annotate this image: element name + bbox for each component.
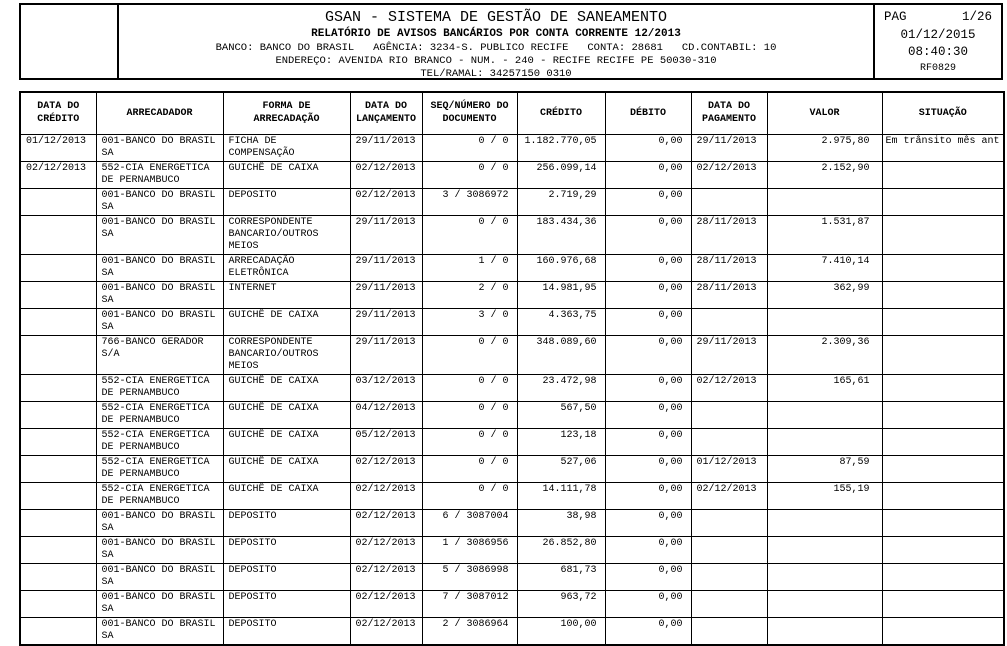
table-cell	[691, 509, 767, 536]
table-cell: 160.976,68	[517, 254, 605, 281]
table-cell	[767, 617, 882, 645]
table-cell: 0 / 0	[422, 428, 517, 455]
table-cell: 963,72	[517, 590, 605, 617]
column-header: DATA DO LANÇAMENTO	[350, 92, 422, 134]
table-cell: 001-BANCO DO BRASIL SA	[96, 188, 223, 215]
table-cell	[882, 536, 1004, 563]
table-cell: 3 / 3086972	[422, 188, 517, 215]
table-cell: 0,00	[605, 161, 691, 188]
table-cell: GUICHÊ DE CAIXA	[223, 161, 350, 188]
table-cell: 0,00	[605, 254, 691, 281]
table-cell: GUICHÊ DE CAIXA	[223, 374, 350, 401]
table-head	[20, 92, 1004, 134]
table-cell: 6 / 3087004	[422, 509, 517, 536]
table-cell: 0 / 0	[422, 134, 517, 161]
table-cell: 01/12/2013	[20, 134, 96, 161]
table-cell	[767, 536, 882, 563]
table-cell: 02/12/2013	[350, 455, 422, 482]
table-cell: 14.111,78	[517, 482, 605, 509]
table-row	[20, 281, 1004, 308]
table-cell: 5 / 3086998	[422, 563, 517, 590]
table-cell: GUICHÊ DE CAIXA	[223, 401, 350, 428]
table-cell	[882, 215, 1004, 254]
table-cell: FICHA DE COMPENSAÇÃO	[223, 134, 350, 161]
table-cell: 2.975,80	[767, 134, 882, 161]
table-cell: DEPOSITO	[223, 617, 350, 645]
table-cell: 001-BANCO DO BRASIL SA	[96, 281, 223, 308]
report-code: RF0829	[919, 62, 956, 74]
table-cell: 26.852,80	[517, 536, 605, 563]
report-date: 01/12/2015	[900, 27, 976, 42]
table-cell	[882, 563, 1004, 590]
table-cell	[882, 188, 1004, 215]
table-cell	[20, 455, 96, 482]
table-cell: 23.472,98	[517, 374, 605, 401]
table-cell: 0,00	[605, 536, 691, 563]
table-cell: 0,00	[605, 134, 691, 161]
table-cell: 0,00	[605, 401, 691, 428]
table-cell	[882, 401, 1004, 428]
table-cell: 001-BANCO DO BRASIL SA	[96, 536, 223, 563]
table-cell: CORRESPONDENTE BANCARIO/OUTROS MEIOS	[223, 215, 350, 254]
table-cell: 14.981,95	[517, 281, 605, 308]
table-cell	[691, 308, 767, 335]
table-cell	[882, 308, 1004, 335]
table-cell	[882, 374, 1004, 401]
column-header: VALOR	[767, 92, 882, 134]
table-cell	[20, 617, 96, 645]
table-cell: 0,00	[605, 374, 691, 401]
table-cell: 766-BANCO GERADOR S/A	[96, 335, 223, 374]
table-row	[20, 188, 1004, 215]
table-cell: 29/11/2013	[350, 281, 422, 308]
table-row	[20, 134, 1004, 161]
table-cell: 552-CIA ENERGETICA DE PERNAMBUCO	[96, 161, 223, 188]
table-row	[20, 374, 1004, 401]
table-cell: 0,00	[605, 509, 691, 536]
table-row	[20, 308, 1004, 335]
table-cell: 29/11/2013	[691, 335, 767, 374]
table-cell: 527,06	[517, 455, 605, 482]
table-cell: GUICHÊ DE CAIXA	[223, 428, 350, 455]
table-cell: 02/12/2013	[350, 482, 422, 509]
table-cell: 123,18	[517, 428, 605, 455]
table-cell: 552-CIA ENERGETICA DE PERNAMBUCO	[96, 374, 223, 401]
table-row	[20, 482, 1004, 509]
report-header	[19, 3, 1003, 80]
table-cell: 2.309,36	[767, 335, 882, 374]
table-cell	[20, 188, 96, 215]
table-cell: 2.719,29	[517, 188, 605, 215]
table-cell: 0,00	[605, 617, 691, 645]
table-cell: 001-BANCO DO BRASIL SA	[96, 134, 223, 161]
page-number: 1/26	[961, 10, 992, 24]
logo-area	[21, 5, 119, 78]
table-cell	[20, 308, 96, 335]
table-row	[20, 215, 1004, 254]
table-cell: INTERNET	[223, 281, 350, 308]
table-cell: 0,00	[605, 281, 691, 308]
table-cell: 29/11/2013	[691, 134, 767, 161]
table-cell: 29/11/2013	[350, 134, 422, 161]
table-cell	[691, 401, 767, 428]
table-cell: 0 / 0	[422, 215, 517, 254]
table-cell: 02/12/2013	[350, 536, 422, 563]
table-cell: DEPOSITO	[223, 563, 350, 590]
table-cell: 02/12/2013	[691, 161, 767, 188]
table-cell	[20, 401, 96, 428]
page-label: PAG	[884, 10, 907, 24]
table-row	[20, 428, 1004, 455]
table-cell	[20, 281, 96, 308]
page-info-box	[873, 5, 1001, 78]
table-row	[20, 455, 1004, 482]
table-cell	[20, 536, 96, 563]
bank-notices-table	[19, 91, 1005, 646]
table-cell	[20, 563, 96, 590]
table-cell: 2.152,90	[767, 161, 882, 188]
table-cell: 0,00	[605, 215, 691, 254]
table-body	[20, 134, 1004, 645]
table-cell: 7.410,14	[767, 254, 882, 281]
table-cell	[767, 401, 882, 428]
table-cell: 552-CIA ENERGETICA DE PERNAMBUCO	[96, 482, 223, 509]
table-cell: 001-BANCO DO BRASIL SA	[96, 590, 223, 617]
table-cell: 0 / 0	[422, 482, 517, 509]
table-cell: 256.099,14	[517, 161, 605, 188]
table-cell: 552-CIA ENERGETICA DE PERNAMBUCO	[96, 401, 223, 428]
phone-line: TEL/RAMAL: 34257150 0310	[420, 68, 572, 78]
table-cell: 02/12/2013	[691, 374, 767, 401]
table-cell	[882, 161, 1004, 188]
table-cell: 552-CIA ENERGETICA DE PERNAMBUCO	[96, 455, 223, 482]
table-cell	[20, 509, 96, 536]
table-cell	[882, 254, 1004, 281]
column-header: SEQ/NÚMERO DO DOCUMENTO	[422, 92, 517, 134]
table-cell: 0 / 0	[422, 374, 517, 401]
table-cell	[20, 428, 96, 455]
table-cell: Em trânsito mês ant	[882, 134, 1004, 161]
table-cell: 0 / 0	[422, 401, 517, 428]
column-header: FORMA DE ARRECADAÇÃO	[223, 92, 350, 134]
table-cell: 02/12/2013	[350, 563, 422, 590]
table-cell	[20, 254, 96, 281]
table-row	[20, 563, 1004, 590]
table-cell: 3 / 0	[422, 308, 517, 335]
table-cell: CORRESPONDENTE BANCARIO/OUTROS MEIOS	[223, 335, 350, 374]
table-cell: 03/12/2013	[350, 374, 422, 401]
table-cell: GUICHÊ DE CAIXA	[223, 308, 350, 335]
table-cell: 02/12/2013	[691, 482, 767, 509]
table-cell	[20, 215, 96, 254]
table-cell: DEPOSITO	[223, 590, 350, 617]
table-cell: 0,00	[605, 455, 691, 482]
table-cell	[20, 335, 96, 374]
table-cell	[20, 374, 96, 401]
table-cell	[882, 455, 1004, 482]
report-title-block	[119, 5, 873, 78]
table-cell: 02/12/2013	[350, 161, 422, 188]
table-cell: 01/12/2013	[691, 455, 767, 482]
table-cell: 1.182.770,05	[517, 134, 605, 161]
table-cell	[691, 563, 767, 590]
table-cell: 1 / 0	[422, 254, 517, 281]
table-cell: 001-BANCO DO BRASIL SA	[96, 563, 223, 590]
table-cell: GUICHÊ DE CAIXA	[223, 482, 350, 509]
table-cell	[767, 509, 882, 536]
table-cell	[882, 281, 1004, 308]
table-cell: 1.531,87	[767, 215, 882, 254]
table-cell: 87,59	[767, 455, 882, 482]
table-cell	[882, 617, 1004, 645]
table-cell: 4.363,75	[517, 308, 605, 335]
table-cell: 155,19	[767, 482, 882, 509]
address-line: ENDEREÇO: AVENIDA RIO BRANCO - NUM. - 240 - RECIFE RECIFE PE 50030-310	[275, 55, 717, 67]
column-header: CRÉDITO	[517, 92, 605, 134]
column-header: DATA DO PAGAMENTO	[691, 92, 767, 134]
table-cell	[882, 335, 1004, 374]
table-cell	[691, 428, 767, 455]
report-time: 08:40:30	[907, 45, 968, 60]
table-cell: 681,73	[517, 563, 605, 590]
header-row	[20, 92, 1004, 134]
table-cell: 362,99	[767, 281, 882, 308]
table-cell	[767, 428, 882, 455]
table-cell: 0 / 0	[422, 161, 517, 188]
report-subtitle: RELATÓRIO DE AVISOS BANCÁRIOS POR CONTA CORRENTE 12/2013	[311, 28, 681, 40]
table-cell: DEPOSITO	[223, 188, 350, 215]
column-header: DÉBITO	[605, 92, 691, 134]
table-cell: 28/11/2013	[691, 281, 767, 308]
table-cell: DEPOSITO	[223, 536, 350, 563]
column-header: SITUAÇÃO	[882, 92, 1004, 134]
table-cell: 0,00	[605, 308, 691, 335]
report-title: GSAN - SISTEMA DE GESTÃO DE SANEAMENTO	[324, 9, 668, 26]
table-cell: 2 / 3086964	[422, 617, 517, 645]
table-cell: 0,00	[605, 482, 691, 509]
table-cell: 001-BANCO DO BRASIL SA	[96, 215, 223, 254]
table-cell	[882, 428, 1004, 455]
table-cell	[691, 188, 767, 215]
table-cell: 0,00	[605, 428, 691, 455]
table-row	[20, 536, 1004, 563]
table-cell: 2 / 0	[422, 281, 517, 308]
table-cell: 001-BANCO DO BRASIL SA	[96, 509, 223, 536]
table-cell: 100,00	[517, 617, 605, 645]
table-cell: 0,00	[605, 335, 691, 374]
table-cell: 0 / 0	[422, 335, 517, 374]
table-cell: 02/12/2013	[350, 509, 422, 536]
table-cell: 05/12/2013	[350, 428, 422, 455]
table-cell: 165,61	[767, 374, 882, 401]
table-cell	[20, 482, 96, 509]
table-cell	[767, 308, 882, 335]
table-cell: 567,50	[517, 401, 605, 428]
table-cell: 04/12/2013	[350, 401, 422, 428]
table-cell: 38,98	[517, 509, 605, 536]
table-cell: 02/12/2013	[350, 590, 422, 617]
table-cell: 29/11/2013	[350, 254, 422, 281]
table-row	[20, 335, 1004, 374]
table-cell: 001-BANCO DO BRASIL SA	[96, 254, 223, 281]
table-row	[20, 401, 1004, 428]
table-cell: 29/11/2013	[350, 215, 422, 254]
table-cell: 0,00	[605, 188, 691, 215]
table-cell: 02/12/2013	[350, 188, 422, 215]
table-cell	[691, 617, 767, 645]
table-cell	[882, 509, 1004, 536]
table-cell: 0,00	[605, 563, 691, 590]
column-header: ARRECADADOR	[96, 92, 223, 134]
table-cell: ARRECADAÇÃO ELETRÔNICA	[223, 254, 350, 281]
table-cell: 28/11/2013	[691, 215, 767, 254]
table-cell: 0,00	[605, 590, 691, 617]
table-cell: 001-BANCO DO BRASIL SA	[96, 308, 223, 335]
table-cell: 1 / 3086956	[422, 536, 517, 563]
table-cell	[767, 563, 882, 590]
table-cell: DEPOSITO	[223, 509, 350, 536]
table-cell: 0 / 0	[422, 455, 517, 482]
table-cell: 29/11/2013	[350, 335, 422, 374]
table-cell: 183.434,36	[517, 215, 605, 254]
table-cell: 02/12/2013	[350, 617, 422, 645]
table-cell: GUICHÊ DE CAIXA	[223, 455, 350, 482]
table-cell	[691, 536, 767, 563]
table-cell: 348.089,60	[517, 335, 605, 374]
table-row	[20, 254, 1004, 281]
table-cell	[767, 188, 882, 215]
column-header: DATA DO CRÉDITO	[20, 92, 96, 134]
table-cell: 7 / 3087012	[422, 590, 517, 617]
table-row	[20, 509, 1004, 536]
table-cell: 02/12/2013	[20, 161, 96, 188]
table-cell: 552-CIA ENERGETICA DE PERNAMBUCO	[96, 428, 223, 455]
table-cell: 29/11/2013	[350, 308, 422, 335]
table-row	[20, 617, 1004, 645]
table-cell: 28/11/2013	[691, 254, 767, 281]
table-cell: 001-BANCO DO BRASIL SA	[96, 617, 223, 645]
bank-info-line: BANCO: BANCO DO BRASIL AGÊNCIA: 3234-S. PUBLICO RECIFE CONTA: 28681 CD.CONTABIL: 10	[215, 42, 777, 54]
table-row	[20, 161, 1004, 188]
table-cell	[882, 482, 1004, 509]
